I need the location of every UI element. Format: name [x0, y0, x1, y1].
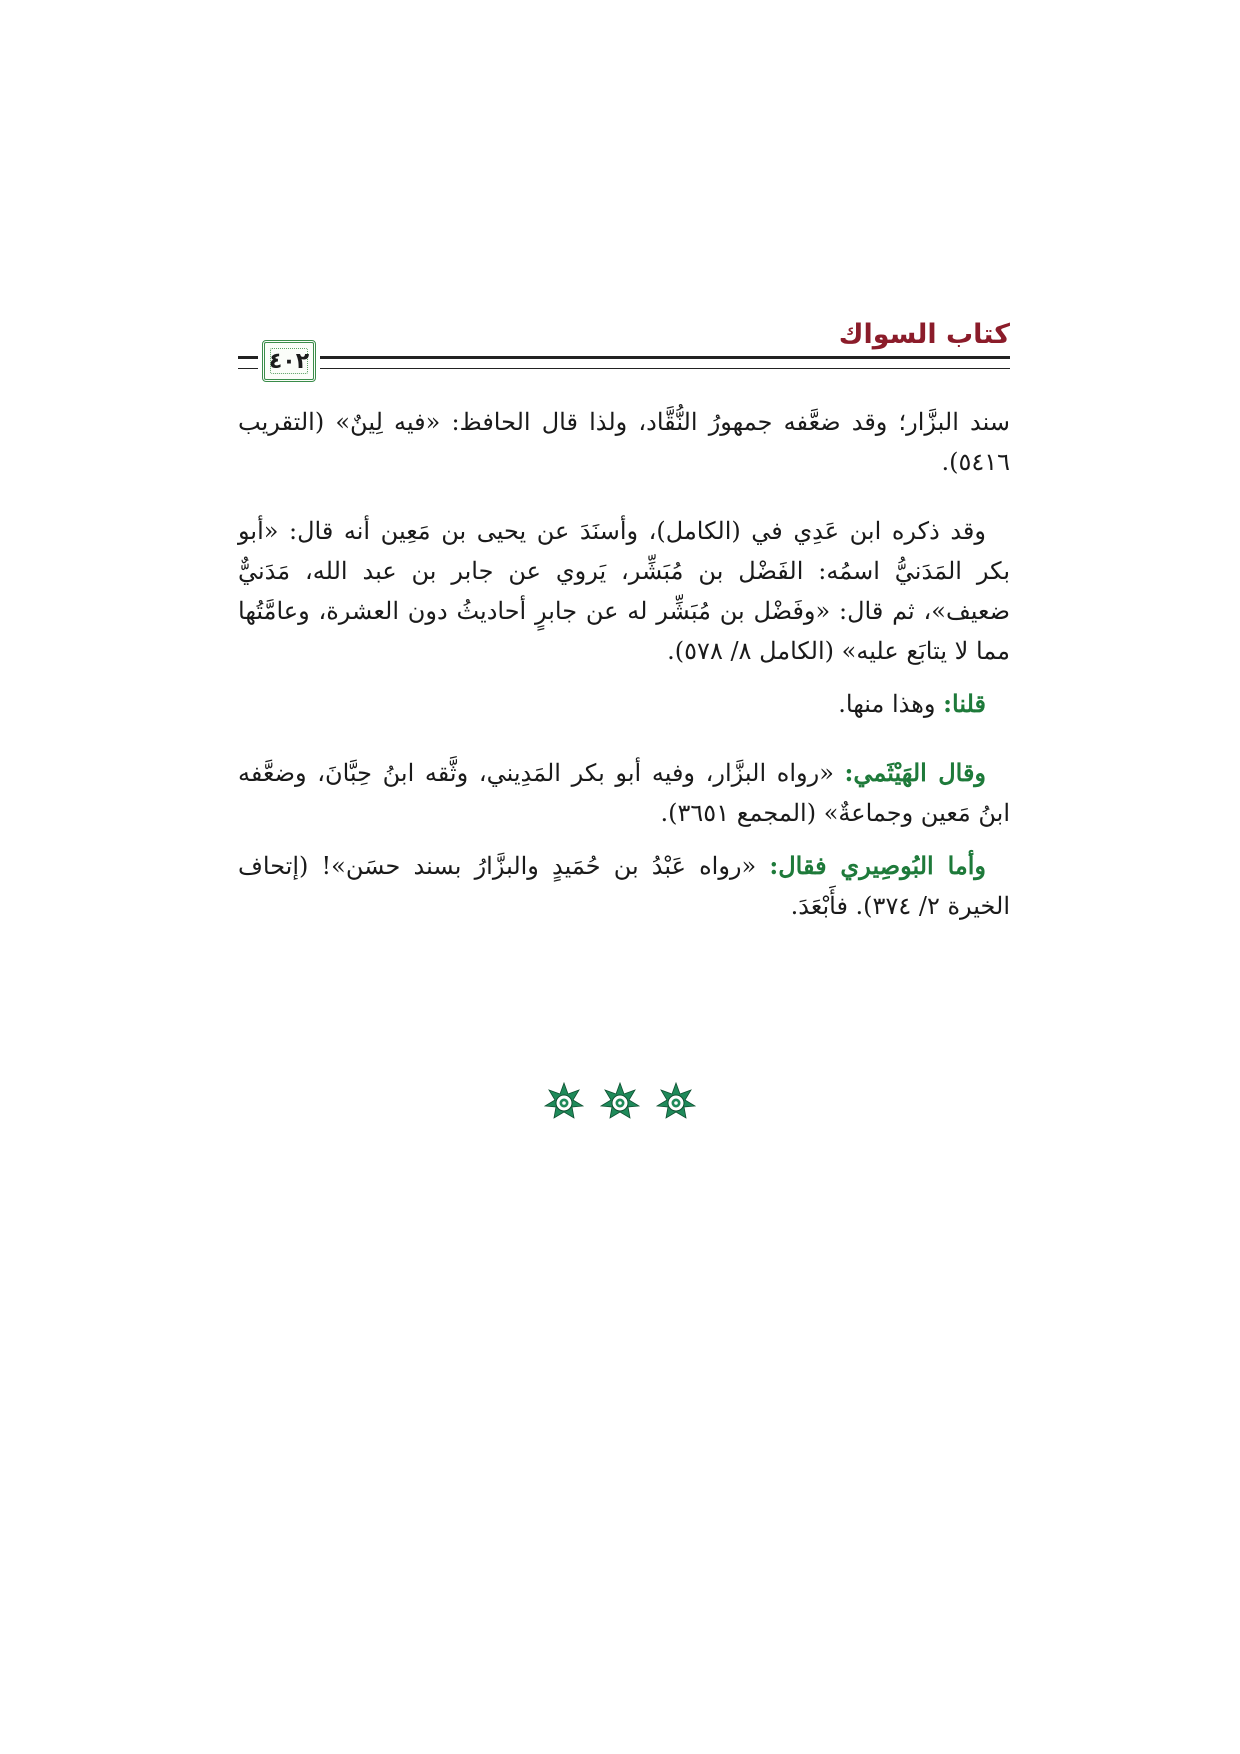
paragraph-text: وهذا منها. — [838, 690, 944, 718]
paragraph-lead: وأما البُوصِيري فقال: — [769, 851, 986, 880]
paragraph-2 — [238, 511, 1010, 671]
star-flower-ornament-icon — [600, 1082, 640, 1122]
page-body — [238, 402, 1010, 926]
page-header — [238, 316, 1010, 388]
paragraph-lead: قلنا: — [943, 689, 986, 718]
paragraph-text: سند البزَّار؛ وقد ضعَّفه جمهورُ النُّقَّاد، ولذا قال الحافظ: «فيه لِينٌ» (التقريب ٥٤١٦). — [238, 408, 1011, 476]
paragraph-3 — [238, 684, 1010, 724]
page-number: ٤٠٢ — [268, 348, 310, 374]
book-title: كتاب السواك — [838, 319, 1010, 350]
header-rule — [320, 356, 1010, 369]
star-flower-ornament-icon — [656, 1082, 696, 1122]
star-flower-ornament-icon — [544, 1082, 584, 1122]
paragraph-4 — [238, 753, 1010, 833]
page-number-badge — [262, 340, 316, 382]
section-end-ornaments — [0, 1082, 1240, 1128]
paragraph-lead: وقال الهَيْثَمي: — [844, 758, 987, 787]
paragraph-text: «رواه عَبْدُ بن حُمَيدٍ والبزَّارُ بسند حسَن»! (إتحاف الخيرة ٢/ ٣٧٤). فأَبْعَدَ. — [238, 852, 1010, 920]
paragraph-1 — [238, 402, 1010, 482]
paragraph-text: وقد ذكره ابن عَدِي في (الكامل)، وأسنَدَ عن يحيى بن مَعِين أنه قال: «أبو بكر المَدَنيُّ اسمُه: الفَضْل بن مُبَشِّر، يَروي عن جابر بن عبد الله، مَدَنيٌّ ضعيف»، ثم قال: «وفَضْل بن مُبَشِّر له عن جابرٍ أحاديثُ دون العشرة، وعامَّتُها مما لا يتابَع عليه» (الكامل ٨/ ٥٧٨). — [238, 517, 1010, 665]
header-rule-left — [238, 356, 258, 369]
paragraph-text: «رواه البزَّار، وفيه أبو بكر المَدِيني، وثَّقه ابنُ حِبَّانَ، وضعَّفه ابنُ مَعين وجماعةٌ» (المجمع ٣٦٥١). — [238, 759, 1010, 827]
paragraph-5 — [238, 846, 1010, 926]
